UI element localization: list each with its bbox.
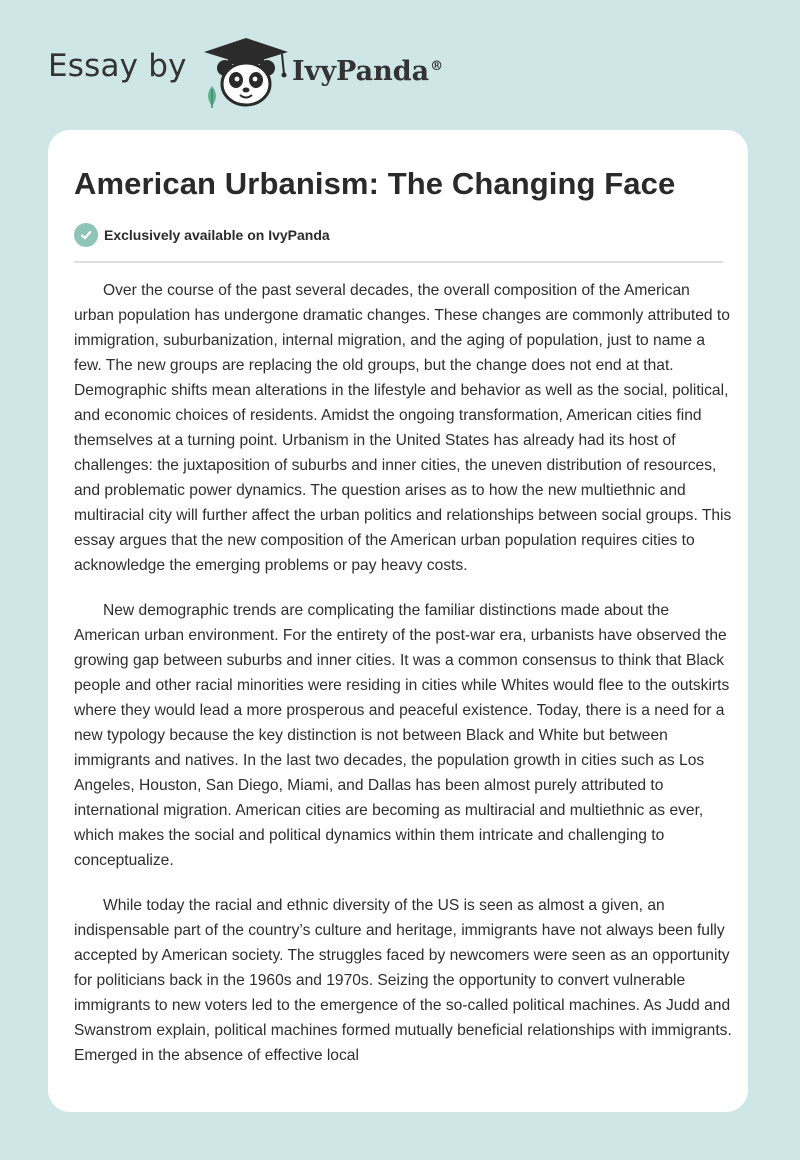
exclusive-badge bbox=[74, 223, 330, 247]
brand-name[interactable]: IvyPanda® bbox=[292, 56, 444, 87]
site-header bbox=[0, 0, 800, 130]
check-circle-icon bbox=[74, 223, 98, 247]
badge-label: Exclusively available on IvyPanda bbox=[104, 227, 330, 243]
essay-card bbox=[48, 130, 748, 1112]
registered-mark: ® bbox=[430, 59, 444, 74]
paragraph: Over the course of the past several decades, the overall composition of the American urban population has undergone dramatic changes. These changes are commonly attributed to immigration, suburbanization, internal migration, and the aging of population, just to name a few. The new groups are replacing the old groups, but the change does not end at that. Demographic shifts mean alterations in the lifestyle and behavior as well as the social, political, and economic choices of residents. Amidst the ongoing transformation, American cities find themselves at a turning point. Urbanism in the United States has already had its host of challenges: the juxtaposition of suburbs and inner cities, the uneven distribution of resources, and problematic power dynamics. The question arises as to how the new multiethnic and multiracial city will further affect the urban politics and relationships between social groups. This essay argues that the new composition of the American urban population requires cities to acknowledge the emerging problems or pay heavy costs. bbox=[74, 282, 732, 574]
divider bbox=[74, 261, 723, 263]
paragraph: New demographic trends are complicating the familiar distinctions made about the American urban environment. For the entirety of the post-war era, urbanists have observed the growing gap between suburbs and inner cities. It was a common consensus to think that Black people and other racial minorities were residing in cities while Whites would flee to the outskirts where they would lead a more prosperous and peaceful existence. Today, there is a need for a new typology because the key distinction is not between Black and White but between immigrants and natives. In the last two decades, the population growth in cities such as Los Angeles, Houston, San Diego, Miami, and Dallas has been almost purely attributed to international migration. American cities are becoming as multiracial and multiethnic as ever, which makes the social and political dynamics within them intricate and challenging to conceptualize. bbox=[74, 602, 730, 869]
essay-body bbox=[74, 278, 734, 1088]
paragraph: While today the racial and ethnic diversity of the US is seen as almost a given, an indispensable part of the country’s culture and heritage, immigrants have not always been fully accepted by American society. The struggles faced by newcomers were seen as an opportunity for politicians back in the 1960s and 1970s. Seizing the opportunity to convert vulnerable immigrants to new voters led to the emergence of the so-called political machines. As Judd and Swanstrom explain, political machines formed mutually beneficial relationships with immigrants. Emerged in the absence of effective local bbox=[74, 897, 732, 1064]
brand-prefix: Essay by bbox=[48, 48, 187, 84]
panda-graduation-cap-icon[interactable] bbox=[200, 34, 292, 110]
page-title: American Urbanism: The Changing Face bbox=[74, 166, 676, 201]
